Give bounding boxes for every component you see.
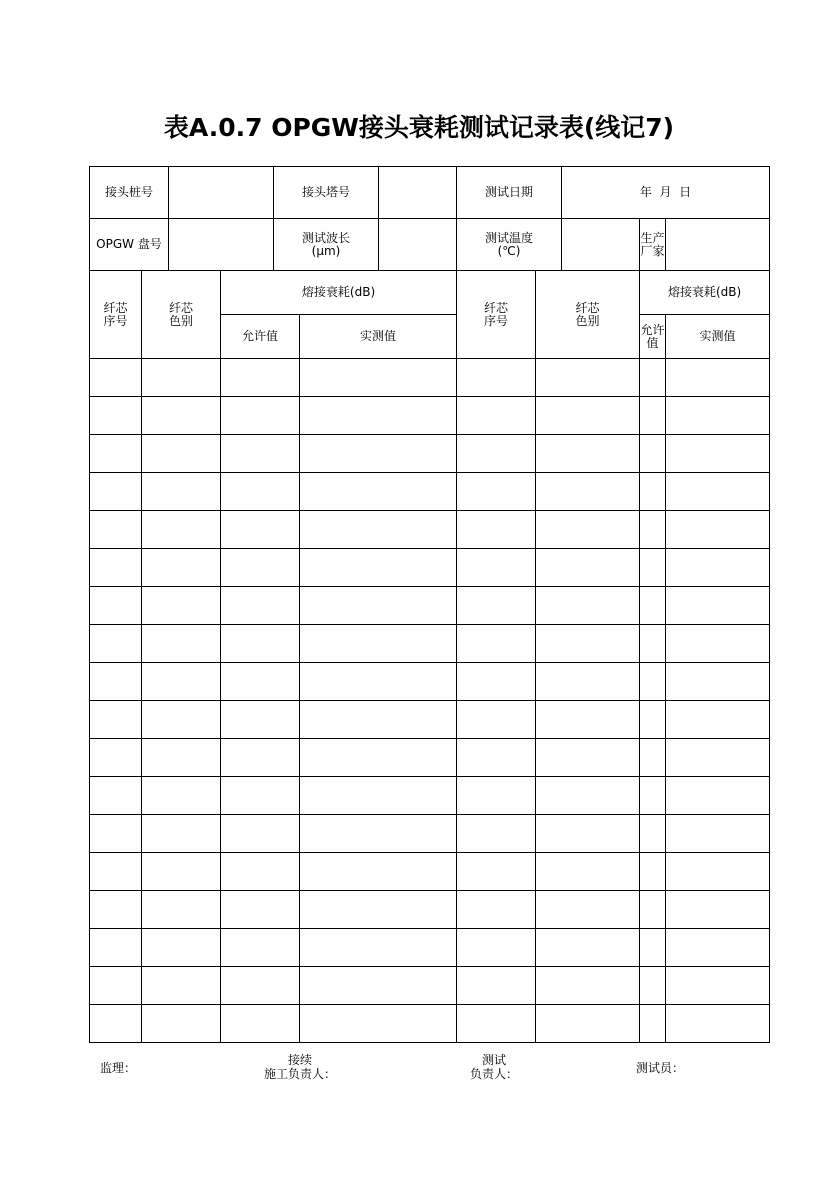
- table-row: [90, 777, 770, 815]
- allowed-cell[interactable]: [640, 473, 666, 511]
- measured-cell[interactable]: [666, 929, 770, 967]
- measured-cell[interactable]: [666, 473, 770, 511]
- temperature-value[interactable]: [562, 219, 640, 271]
- wavelength-label: [274, 219, 379, 271]
- fiber-color-cell[interactable]: [536, 967, 640, 1005]
- fiber-color-cell[interactable]: [142, 625, 221, 663]
- measured-cell[interactable]: [666, 359, 770, 397]
- allowed-cell[interactable]: [640, 397, 666, 435]
- allowed-cell[interactable]: [221, 739, 300, 777]
- measured-cell[interactable]: [666, 663, 770, 701]
- fiber-color-cell[interactable]: [536, 739, 640, 777]
- fiber-color-cell[interactable]: [536, 701, 640, 739]
- allowed-cell[interactable]: [640, 739, 666, 777]
- table-row: [90, 815, 770, 853]
- table-row: [90, 587, 770, 625]
- fiber-color-line2: 色别: [575, 313, 600, 328]
- measured-cell[interactable]: [666, 891, 770, 929]
- measured-cell[interactable]: [666, 625, 770, 663]
- table-row: [90, 739, 770, 777]
- allowed-cell[interactable]: [221, 891, 300, 929]
- fiber-no-header-right: [457, 271, 536, 359]
- measured-cell[interactable]: [666, 397, 770, 435]
- measured-cell[interactable]: [300, 549, 457, 587]
- measured-cell[interactable]: [300, 967, 457, 1005]
- fiber-no-cell[interactable]: [457, 473, 536, 511]
- measured-cell[interactable]: [300, 891, 457, 929]
- table-row: [90, 359, 770, 397]
- splice-loss-header-right: 熔接衰耗(dB): [640, 271, 770, 315]
- splice-loss-header-left: 熔接衰耗(dB): [221, 271, 457, 315]
- measured-cell[interactable]: [666, 853, 770, 891]
- table-row: [90, 929, 770, 967]
- measured-cell[interactable]: [300, 625, 457, 663]
- allowed-cell[interactable]: [221, 701, 300, 739]
- fiber-no-cell[interactable]: [90, 397, 142, 435]
- measured-header-right: 实测值: [666, 315, 770, 359]
- measured-cell[interactable]: [666, 701, 770, 739]
- fiber-color-cell[interactable]: [142, 511, 221, 549]
- fiber-color-cell[interactable]: [536, 663, 640, 701]
- allowed-cell[interactable]: [640, 853, 666, 891]
- allowed-cell[interactable]: [640, 777, 666, 815]
- header-row-1: [90, 167, 770, 219]
- test-date-value[interactable]: [562, 167, 770, 219]
- temperature-label: [457, 219, 562, 271]
- temperature-label-line2: (℃): [497, 243, 521, 258]
- fiber-color-cell[interactable]: [142, 701, 221, 739]
- allowed-cell[interactable]: [221, 1005, 300, 1043]
- fiber-no-cell[interactable]: [457, 435, 536, 473]
- allowed-cell[interactable]: [221, 587, 300, 625]
- measured-cell[interactable]: [666, 967, 770, 1005]
- fiber-color-cell[interactable]: [142, 967, 221, 1005]
- table-row: [90, 511, 770, 549]
- table-row: [90, 549, 770, 587]
- fiber-color-cell[interactable]: [142, 435, 221, 473]
- joint-pile-no-value[interactable]: [169, 167, 274, 219]
- fiber-color-cell[interactable]: [142, 1005, 221, 1043]
- test-lead-label-line2: 负责人：: [469, 1067, 518, 1081]
- allowed-cell[interactable]: [221, 625, 300, 663]
- manufacturer-value[interactable]: [666, 219, 770, 271]
- allowed-cell[interactable]: [640, 549, 666, 587]
- fiber-no-cell[interactable]: [457, 739, 536, 777]
- fiber-no-line2: 序号: [484, 313, 509, 328]
- measured-cell[interactable]: [666, 1005, 770, 1043]
- allowed-cell[interactable]: [221, 397, 300, 435]
- table-row: [90, 701, 770, 739]
- fiber-color-cell[interactable]: [536, 587, 640, 625]
- table-row: [90, 435, 770, 473]
- fiber-color-cell[interactable]: [536, 1005, 640, 1043]
- allowed-cell[interactable]: [640, 359, 666, 397]
- allowed-cell[interactable]: [640, 435, 666, 473]
- fiber-color-cell[interactable]: [536, 853, 640, 891]
- allowed-cell[interactable]: [640, 663, 666, 701]
- allowed-cell[interactable]: [640, 1005, 666, 1043]
- fiber-no-line2: 序号: [103, 313, 128, 328]
- page-title: 表A.0.7 OPGW接头衰耗测试记录表(线记7): [163, 113, 675, 142]
- fiber-no-header-left: [90, 271, 142, 359]
- table-row: [90, 473, 770, 511]
- fiber-no-cell[interactable]: [90, 663, 142, 701]
- allowed-cell[interactable]: [221, 359, 300, 397]
- fiber-color-cell[interactable]: [142, 359, 221, 397]
- fiber-color-cell[interactable]: [536, 929, 640, 967]
- fiber-no-cell[interactable]: [90, 1005, 142, 1043]
- allowed-cell[interactable]: [640, 929, 666, 967]
- measured-cell[interactable]: [300, 1005, 457, 1043]
- fiber-color-cell[interactable]: [142, 587, 221, 625]
- allowed-cell[interactable]: [640, 587, 666, 625]
- fiber-no-cell[interactable]: [90, 587, 142, 625]
- allowed-cell[interactable]: [221, 777, 300, 815]
- fiber-no-cell[interactable]: [90, 739, 142, 777]
- fiber-color-cell[interactable]: [142, 853, 221, 891]
- fiber-no-cell[interactable]: [457, 891, 536, 929]
- temperature-label-line1: 测试温度: [485, 230, 534, 245]
- fiber-no-line1: 纤芯: [103, 300, 128, 315]
- allowed-cell[interactable]: [221, 929, 300, 967]
- header-row-2: [90, 219, 770, 271]
- measured-cell[interactable]: [300, 853, 457, 891]
- fiber-no-line1: 纤芯: [484, 300, 509, 315]
- allowed-cell[interactable]: [221, 967, 300, 1005]
- fiber-no-cell[interactable]: [457, 663, 536, 701]
- measured-cell[interactable]: [666, 739, 770, 777]
- fiber-color-line1: 纤芯: [169, 300, 194, 315]
- allowed-cell[interactable]: [221, 853, 300, 891]
- signature-footer: [0, 1054, 838, 1094]
- fiber-no-cell[interactable]: [457, 359, 536, 397]
- fiber-no-cell[interactable]: [90, 473, 142, 511]
- fiber-color-cell[interactable]: [142, 891, 221, 929]
- fiber-no-cell[interactable]: [90, 929, 142, 967]
- test-lead-label-line1: 测试: [481, 1053, 506, 1067]
- measured-cell[interactable]: [300, 739, 457, 777]
- measured-cell[interactable]: [300, 929, 457, 967]
- fiber-color-cell[interactable]: [536, 891, 640, 929]
- allowed-cell[interactable]: [221, 663, 300, 701]
- fiber-color-cell[interactable]: [142, 397, 221, 435]
- allowed-cell[interactable]: [221, 511, 300, 549]
- reel-no-value[interactable]: [169, 219, 274, 271]
- measured-cell[interactable]: [666, 777, 770, 815]
- measured-cell[interactable]: [300, 587, 457, 625]
- fiber-no-cell[interactable]: [457, 815, 536, 853]
- table-row: [90, 397, 770, 435]
- measured-cell[interactable]: [300, 473, 457, 511]
- reel-no-label: OPGW 盘号: [90, 219, 169, 271]
- measured-cell[interactable]: [300, 777, 457, 815]
- allowed-cell[interactable]: [640, 701, 666, 739]
- measured-cell[interactable]: [300, 359, 457, 397]
- fiber-color-line2: 色别: [169, 313, 194, 328]
- fiber-no-cell[interactable]: [457, 777, 536, 815]
- allowed-cell[interactable]: [221, 815, 300, 853]
- fiber-no-cell[interactable]: [457, 967, 536, 1005]
- measured-cell[interactable]: [666, 549, 770, 587]
- fiber-no-cell[interactable]: [457, 397, 536, 435]
- measured-header-left: 实测值: [300, 315, 457, 359]
- wavelength-label-line2: (μm): [311, 243, 341, 258]
- fiber-color-cell[interactable]: [142, 929, 221, 967]
- fiber-color-cell[interactable]: [536, 777, 640, 815]
- measured-cell[interactable]: [666, 587, 770, 625]
- allowed-header-left: 允许值: [221, 315, 300, 359]
- measured-cell[interactable]: [300, 435, 457, 473]
- fiber-no-cell[interactable]: [90, 625, 142, 663]
- allowed-cell[interactable]: [640, 625, 666, 663]
- fiber-no-cell[interactable]: [457, 701, 536, 739]
- fiber-no-cell[interactable]: [90, 853, 142, 891]
- allowed-cell[interactable]: [640, 511, 666, 549]
- joint-tower-no-value[interactable]: [379, 167, 457, 219]
- fiber-no-cell[interactable]: [90, 815, 142, 853]
- measured-cell[interactable]: [300, 663, 457, 701]
- joint-tower-no-label: 接头塔号: [274, 167, 379, 219]
- fiber-color-cell[interactable]: [536, 473, 640, 511]
- fiber-color-cell[interactable]: [536, 435, 640, 473]
- allowed-cell[interactable]: [640, 815, 666, 853]
- measured-cell[interactable]: [666, 815, 770, 853]
- table-row: [90, 967, 770, 1005]
- test-date-label: 测试日期: [457, 167, 562, 219]
- table-row: [90, 891, 770, 929]
- fiber-color-cell[interactable]: [142, 815, 221, 853]
- fiber-color-cell[interactable]: [536, 815, 640, 853]
- fiber-no-cell[interactable]: [90, 967, 142, 1005]
- fiber-color-header-right: [536, 271, 640, 359]
- fiber-no-cell[interactable]: [90, 891, 142, 929]
- test-record-table: [89, 166, 770, 1043]
- fiber-no-cell[interactable]: [457, 549, 536, 587]
- fiber-no-cell[interactable]: [90, 701, 142, 739]
- table-row: [90, 625, 770, 663]
- date-value: 年 月 日: [639, 185, 692, 199]
- wavelength-value[interactable]: [379, 219, 457, 271]
- fiber-no-cell[interactable]: [457, 511, 536, 549]
- splice-lead-label-line2: 施工负责人：: [263, 1067, 336, 1081]
- supervisor-label: 监理：: [100, 1061, 137, 1075]
- fiber-color-cell[interactable]: [142, 549, 221, 587]
- wavelength-label-line1: 测试波长: [302, 230, 351, 245]
- fiber-color-cell[interactable]: [142, 739, 221, 777]
- fiber-no-cell[interactable]: [90, 777, 142, 815]
- fiber-no-cell[interactable]: [457, 625, 536, 663]
- fiber-color-cell[interactable]: [536, 549, 640, 587]
- column-header-row-1: [90, 271, 770, 315]
- manufacturer-label: 生产厂家: [640, 219, 666, 271]
- measured-cell[interactable]: [300, 397, 457, 435]
- measured-cell[interactable]: [300, 815, 457, 853]
- joint-pile-no-label: 接头桩号: [90, 167, 169, 219]
- fiber-color-header-left: [142, 271, 221, 359]
- fiber-color-cell[interactable]: [536, 359, 640, 397]
- table-row: [90, 1005, 770, 1043]
- measured-cell[interactable]: [300, 701, 457, 739]
- fiber-no-cell[interactable]: [90, 511, 142, 549]
- tester-label: 测试员：: [636, 1061, 685, 1075]
- measured-cell[interactable]: [666, 511, 770, 549]
- allowed-cell[interactable]: [640, 967, 666, 1005]
- data-body: [90, 359, 770, 1043]
- measured-cell[interactable]: [666, 435, 770, 473]
- fiber-color-line1: 纤芯: [575, 300, 600, 315]
- fiber-no-cell[interactable]: [90, 435, 142, 473]
- allowed-cell[interactable]: [640, 891, 666, 929]
- fiber-no-cell[interactable]: [457, 587, 536, 625]
- fiber-no-cell[interactable]: [457, 929, 536, 967]
- allowed-header-right: 允许值: [640, 315, 666, 359]
- fiber-no-cell[interactable]: [90, 549, 142, 587]
- table-row: [90, 853, 770, 891]
- table-row: [90, 663, 770, 701]
- fiber-no-cell[interactable]: [90, 359, 142, 397]
- fiber-color-cell[interactable]: [536, 397, 640, 435]
- fiber-color-cell[interactable]: [536, 625, 640, 663]
- allowed-cell[interactable]: [221, 435, 300, 473]
- fiber-color-cell[interactable]: [142, 777, 221, 815]
- fiber-no-cell[interactable]: [457, 1005, 536, 1043]
- fiber-color-cell[interactable]: [536, 511, 640, 549]
- fiber-color-cell[interactable]: [142, 663, 221, 701]
- fiber-color-cell[interactable]: [142, 473, 221, 511]
- allowed-cell[interactable]: [221, 473, 300, 511]
- measured-cell[interactable]: [300, 511, 457, 549]
- splice-lead-label-line1: 接续: [287, 1053, 312, 1067]
- fiber-no-cell[interactable]: [457, 853, 536, 891]
- allowed-cell[interactable]: [221, 549, 300, 587]
